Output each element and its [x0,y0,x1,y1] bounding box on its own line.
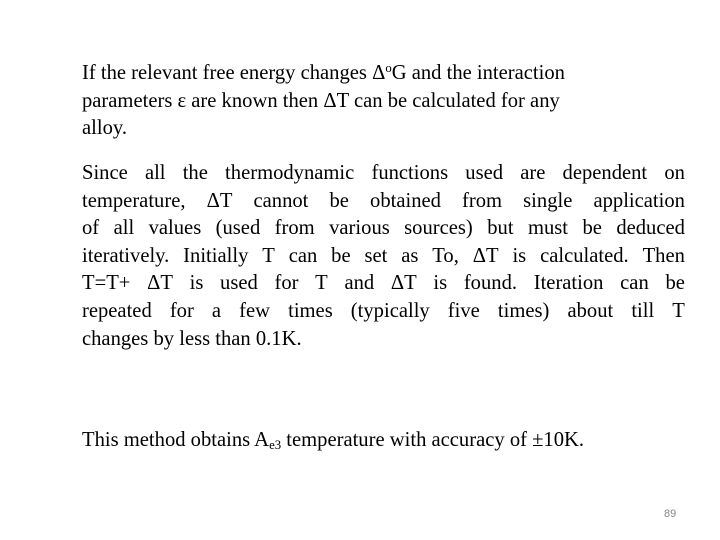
word: of [82,217,100,240]
word: T [262,244,275,267]
paragraph-free-energy [82,60,565,143]
word: be [665,272,685,295]
word: few [239,299,271,322]
word: T=T+ [82,272,131,295]
word: thermodynamic [225,162,355,184]
word: various [329,217,390,240]
word: but [487,217,514,240]
word: is [189,272,204,295]
word: ΔT [147,272,173,295]
word: ΔT [390,272,417,295]
superscript-o: o [385,60,392,75]
word: dependent [562,162,648,184]
word: and [344,272,375,295]
word: T [672,299,685,322]
word: application [593,189,685,212]
word: values [148,217,202,240]
word: for [169,299,194,322]
word: a [211,299,222,322]
word: can [288,244,318,267]
word: (typically [350,299,430,322]
word: from [274,217,315,240]
word: (used [215,217,261,240]
word: set [364,244,388,267]
word: be [331,244,351,267]
word: about [567,299,614,322]
word: Initially [183,244,249,267]
text-run: This method obtains A [82,429,270,451]
word: Since [82,162,128,184]
word: all [144,162,166,184]
paragraph-line: parameters ε are known then ΔT can be calculated for any [82,89,560,112]
word: from [462,189,503,212]
word: as [401,244,419,267]
word: used [220,272,258,295]
delta-symbol: Δ [372,62,386,84]
word: be [582,217,602,240]
word: five [447,299,480,322]
word: are [520,162,546,184]
word: times) [497,299,550,322]
word: must [527,217,569,240]
word: repeated [82,299,152,322]
text-run: G and the interaction [391,62,565,84]
paragraph-line [82,60,565,88]
word: deduced [616,217,685,240]
word: ΔT [472,244,499,267]
word: is [433,272,448,295]
word: calculated. [540,244,629,267]
word: To, [432,244,459,267]
word: functions [371,162,449,184]
paragraph-line [82,160,685,188]
word: cannot [253,189,309,212]
word: Then [642,244,685,267]
word: used [465,162,504,184]
word: all [113,217,135,240]
paragraph-line [82,298,685,326]
word: is [512,244,527,267]
paragraph-line [82,188,685,216]
word: till [631,299,655,322]
word: found. [463,272,518,295]
word: iteratively. [82,244,170,267]
word: ΔT [206,189,233,212]
paragraph-line [82,427,584,455]
word: times [288,299,333,322]
word: be [329,189,349,212]
word: Iteration [533,272,604,295]
word: single [523,189,573,212]
word: the [182,162,208,184]
page-number: 89 [664,508,677,520]
paragraph-accuracy [82,427,584,455]
word: can [620,272,649,295]
word: T [315,272,328,295]
paragraph-line [82,270,685,298]
text-run: temperature with accuracy of ±10K. [281,429,585,451]
paragraph-line [82,243,685,271]
paragraph-iteration [82,160,685,353]
paragraph-line: changes by less than 0.1K. [82,327,302,350]
word: on [664,162,685,184]
text-run: If the relevant free energy changes [82,62,373,84]
word: temperature, [82,189,186,212]
paragraph-line [82,215,685,243]
word: obtained [370,189,441,212]
word: sources) [404,217,473,240]
paragraph-line: alloy. [82,117,127,140]
subscript-e3: e3 [269,438,282,453]
word: for [274,272,299,295]
